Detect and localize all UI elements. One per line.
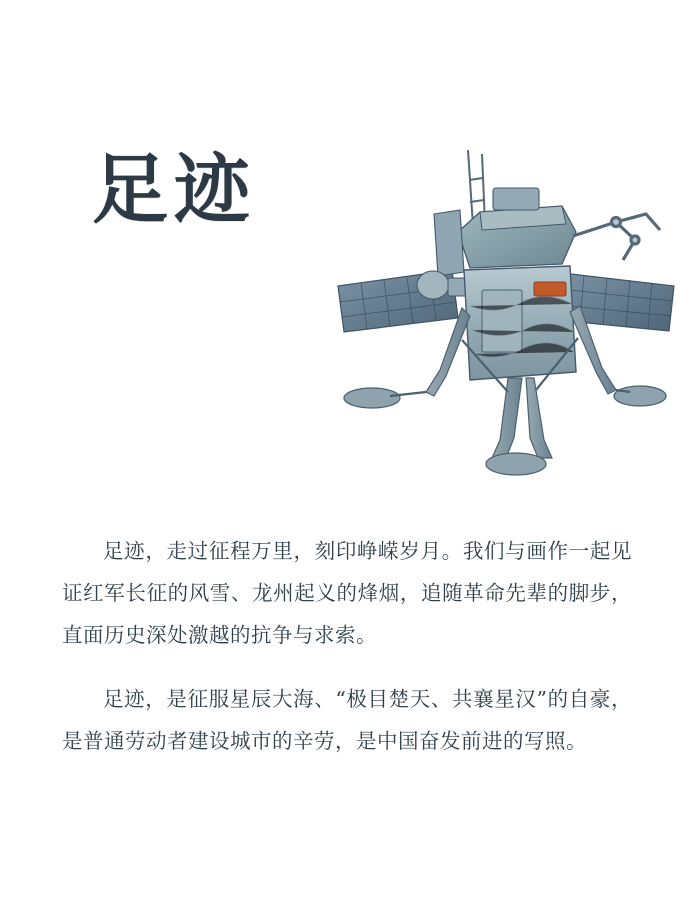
body-text <box>62 530 632 784</box>
page-title: 足迹 <box>92 145 256 234</box>
lunar-lander-illustration <box>330 140 680 500</box>
robotic-arm <box>573 214 660 260</box>
paragraph-1: 足迹，走过征程万里，刻印峥嵘岁月。我们与画作一起见证红军长征的风雪、龙州起义的烽烟，追随革命先辈的脚步，直面历史深处激越的抗争与求索。 <box>62 539 632 647</box>
orange-accent-panel <box>534 282 566 296</box>
paragraph-2: 足迹，是征服星辰大海、“极目楚天、共襄星汉”的自豪，是普通劳动者建设城市的辛劳，是中国奋发前进的写照。 <box>62 687 632 753</box>
lunar-lander-svg <box>330 140 680 500</box>
upper-deck <box>458 188 576 268</box>
